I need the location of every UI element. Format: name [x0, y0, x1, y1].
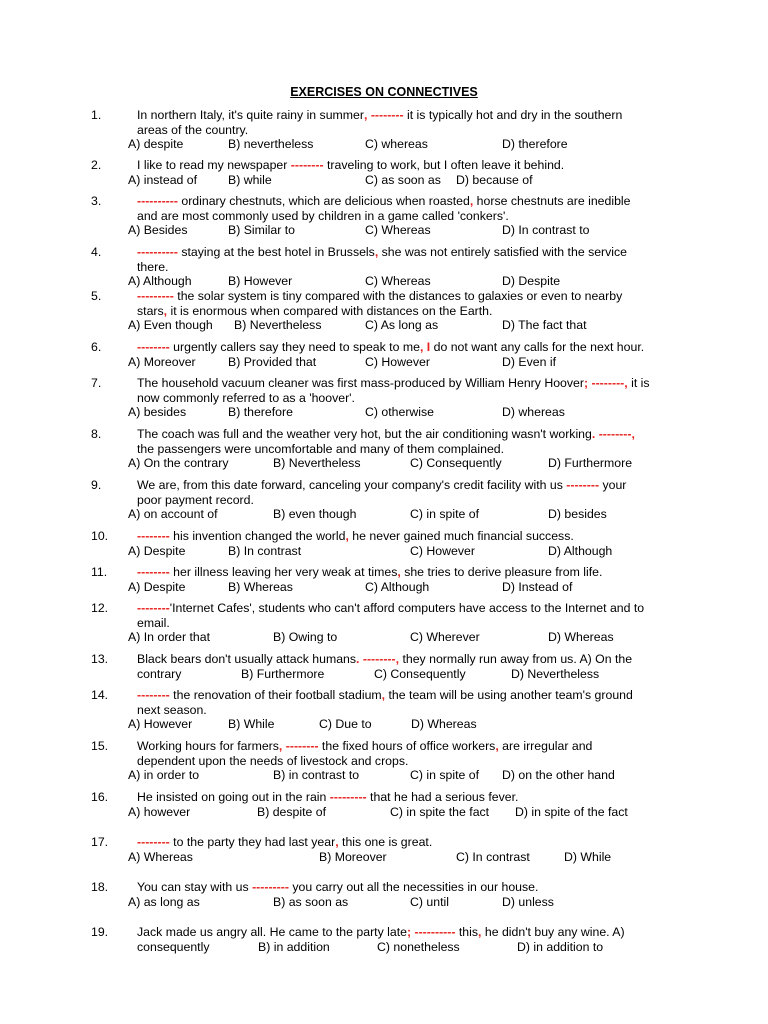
answer-option: B) in addition — [258, 939, 330, 954]
answer-option: C) in spite of — [410, 507, 480, 521]
answer-option: A) in order to — [128, 768, 200, 782]
answer-option: D) In contrast to — [502, 223, 590, 237]
question-stem-line — [137, 739, 682, 754]
blank-marker: , — [381, 688, 386, 702]
stem-text: her illness leaving her very weak at times — [169, 565, 398, 579]
blank-marker: , -------- — [278, 739, 319, 753]
stem-text: ordinary chestnuts, which are delicious when roasted — [177, 194, 470, 208]
answer-option: B) Nevertheless — [273, 456, 361, 470]
question-stem-line — [137, 245, 682, 260]
answer-option: C) As long as — [365, 318, 439, 332]
question-number: 11. — [91, 565, 108, 579]
stem-text: staying at the best hotel in Brussels — [177, 245, 375, 259]
question-stem-line — [137, 427, 682, 442]
answer-option: C) in spite of — [410, 768, 480, 782]
blank-marker: -------- — [137, 835, 170, 849]
stem-text: this one is great. — [338, 835, 433, 849]
answer-option: C) In contrast — [456, 849, 530, 864]
stem-text: are irregular and — [498, 739, 593, 753]
question-stem-line — [137, 123, 682, 138]
blank-marker: , — [469, 194, 474, 208]
blank-marker: -------- — [290, 158, 324, 172]
stem-text: this — [455, 925, 479, 939]
answer-option: A) Whereas — [128, 849, 193, 864]
stem-text: We are, from this date forward, canceling your company's credit facility with us — [137, 478, 567, 492]
question-number: 10. — [91, 529, 109, 543]
stem-text: urgently callers say they need to speak to me — [169, 340, 420, 354]
stem-text: she tries to derive pleasure from life. — [400, 565, 603, 579]
answer-option: B) In contrast — [228, 543, 302, 558]
blank-marker: , — [335, 835, 339, 849]
blank-marker: , — [397, 565, 401, 579]
question-stem-line — [137, 376, 682, 391]
stem-text: and are most commonly used by children in a game called 'conkers'. — [137, 208, 509, 223]
answer-option: A) Despite — [128, 543, 186, 558]
answer-option: D) in addition to — [517, 939, 604, 954]
answer-option: C) nonetheless — [377, 939, 460, 954]
question-stem-line — [137, 652, 682, 667]
question-stem-line — [137, 108, 682, 123]
answer-option: A) In order that — [128, 630, 211, 644]
answer-option: C) Consequently — [374, 666, 466, 681]
stem-text: they normally run away from us. A) On the — [399, 652, 633, 666]
stem-text: it is — [627, 376, 650, 390]
answer-option: D) Instead of — [502, 579, 573, 594]
answer-option: D) Whereas — [548, 630, 614, 644]
stem-text: the team will be using another team's ground — [385, 688, 633, 702]
answer-option: A) however — [128, 804, 191, 819]
question-number: 12. — [91, 601, 109, 615]
answer-option: C) as soon as — [365, 172, 441, 187]
question-number: 16. — [91, 790, 109, 804]
answer-option: C) However — [365, 354, 430, 369]
answer-option: A) despite — [128, 137, 184, 151]
question-stem-line — [137, 601, 682, 616]
answer-option: D) therefore — [502, 137, 568, 151]
blank-marker: --------- — [329, 790, 367, 804]
question-number: 14. — [91, 688, 109, 702]
answer-option: D) because of — [456, 172, 533, 187]
answer-option: D) Nevertheless — [511, 666, 600, 681]
answer-option: A) Although — [128, 274, 192, 288]
stem-text: that he had a serious fever. — [366, 790, 519, 804]
stem-text: there. — [137, 259, 169, 274]
question-stem-line — [137, 754, 682, 769]
stem-text: he never gained much financial success. — [348, 529, 574, 543]
question-stem-line — [137, 478, 682, 493]
question-stem-line — [137, 925, 682, 940]
blank-marker: -------- — [137, 529, 170, 543]
stem-text: traveling to work, but I often leave it behind. — [323, 158, 565, 172]
answer-option: B) Whereas — [228, 579, 293, 594]
question-stem-line — [137, 616, 682, 631]
question-stem-line — [137, 209, 682, 224]
question-number: 3. — [91, 194, 102, 208]
question-number: 15. — [91, 739, 109, 753]
answer-option: D) in spite of the fact — [515, 804, 628, 819]
stem-text: The coach was full and the weather very hot, but the air conditioning wasn't working — [137, 427, 592, 441]
stem-text: his invention changed the world — [169, 529, 346, 543]
question-stem-line — [137, 835, 682, 850]
question-stem-line — [137, 340, 682, 355]
stem-text: next season. — [137, 702, 207, 717]
answer-option: D) Despite — [502, 274, 561, 288]
stem-text: the passengers were uncomfortable and many of them complained. — [137, 441, 505, 456]
answer-option: D) Furthermore — [548, 456, 633, 470]
stem-text: You can stay with us — [137, 880, 253, 894]
stem-text: In northern Italy, it's quite rainy in summer — [137, 108, 364, 122]
answer-option: B) Nevertheless — [234, 318, 322, 332]
answer-option: B) Moreover — [319, 849, 387, 864]
answer-option: B) as soon as — [273, 894, 349, 909]
answer-option: B) While — [228, 717, 275, 731]
question-stem-line — [137, 688, 682, 703]
question-stem-line — [137, 194, 682, 209]
stem-text: I like to read my newspaper — [137, 158, 291, 172]
answer-option: C) whereas — [365, 137, 428, 151]
answer-option: C) Consequently — [410, 456, 502, 470]
stem-text: to the party they had last year — [169, 835, 336, 849]
answer-option: C) until — [410, 894, 449, 909]
question-stem-line — [137, 493, 682, 508]
answer-option: B) in contrast to — [273, 768, 360, 782]
stem-text: she was not entirely satisfied with the service — [378, 245, 628, 259]
question-stem-line — [137, 304, 682, 319]
stem-text: it is typically hot and dry in the southern — [403, 108, 623, 122]
stem-text: The household vacuum cleaner was first mass-produced by William Henry Hoover — [137, 376, 584, 390]
answer-option: D) The fact that — [502, 318, 587, 332]
answer-option: D) besides — [548, 507, 607, 521]
question-number: 7. — [91, 376, 102, 390]
answer-option: C) However — [410, 543, 475, 558]
answer-option: D) Even if — [502, 354, 556, 369]
blank-marker: , — [345, 529, 349, 543]
blank-marker: , — [495, 739, 499, 753]
answer-option: D) unless — [502, 894, 554, 909]
answer-option: A) instead of — [128, 172, 198, 187]
question-number: 1. — [91, 108, 102, 122]
stem-text: consequently — [137, 939, 210, 954]
answer-option: A) On the contrary — [128, 456, 229, 470]
stem-text: the solar system is tiny compared with the distances to galaxies or even to nearby — [173, 289, 623, 303]
question-number: 4. — [91, 245, 102, 259]
stem-text: it is enormous when compared with distances on the Earth. — [167, 303, 493, 318]
blank-marker: , — [163, 303, 168, 318]
answer-option: A) Even though — [128, 318, 213, 332]
answer-option: D) on the other hand — [502, 768, 615, 782]
blank-marker: -------- — [566, 478, 600, 492]
question-number: 2. — [91, 158, 102, 172]
stem-text: Black bears don't usually attack humans — [137, 652, 357, 666]
question-stem-line — [137, 289, 682, 304]
stem-text: the fixed hours of office workers — [318, 739, 496, 753]
blank-marker: --------- — [252, 880, 289, 894]
question-number: 13. — [91, 652, 109, 666]
answer-option: C) Whereas — [365, 274, 431, 288]
answer-option: A) Moreover — [128, 354, 196, 369]
blank-marker: -------- — [137, 601, 170, 615]
stem-text: do not want any calls for the next hour. — [430, 340, 645, 354]
answer-option: C) Whereas — [365, 223, 431, 237]
worksheet-title: EXERCISES ON CONNECTIVES — [290, 85, 478, 99]
answer-option: B) Owing to — [273, 630, 338, 644]
blank-marker: -------- — [137, 565, 170, 579]
stem-text: Working hours for farmers — [137, 739, 279, 753]
stem-text: now commonly referred to as a 'hoover'. — [137, 390, 355, 405]
stem-text: contrary — [137, 666, 182, 681]
question-number: 18. — [91, 880, 109, 894]
answer-option: C) in spite the fact — [390, 804, 490, 819]
question-number: 19. — [91, 925, 109, 939]
blank-marker: , — [374, 245, 379, 259]
question-stem-line — [137, 391, 682, 406]
question-number: 17. — [91, 835, 109, 849]
answer-option: A) as long as — [128, 894, 200, 909]
stem-text: he didn't buy any wine. A) — [481, 925, 625, 939]
blank-marker: ; --------, — [583, 376, 628, 390]
question-stem-line — [137, 529, 682, 544]
answer-option: C) Wherever — [410, 630, 480, 644]
answer-option: B) Furthermore — [241, 666, 325, 681]
stem-text: 'Internet Cafes', students who can't afford computers have access to the Internet and to — [169, 601, 645, 615]
stem-text: your — [599, 478, 627, 492]
answer-option: B) nevertheless — [228, 137, 314, 151]
stem-text: stars — [137, 303, 164, 318]
answer-option: C) Although — [365, 579, 430, 594]
answer-option: D) While — [564, 849, 612, 864]
question-stem-line — [137, 703, 682, 718]
question-stem-line — [137, 880, 682, 895]
question-number: 5. — [91, 289, 102, 303]
question-number: 9. — [91, 478, 102, 492]
blank-marker: -------- — [137, 688, 170, 702]
answer-option: A) Despite — [128, 579, 186, 594]
answer-option: D) Whereas — [411, 717, 477, 731]
stem-text: He insisted on going out in the rain — [137, 790, 330, 804]
stem-text: horse chestnuts are inedible — [473, 194, 631, 208]
blank-marker: . --------, — [356, 652, 400, 666]
answer-option: B) However — [228, 274, 293, 288]
stem-text: you carry out all the necessities in our house. — [288, 880, 539, 894]
question-stem-line — [137, 565, 682, 580]
question-stem-line — [137, 260, 682, 275]
blank-marker: ; ---------- — [406, 925, 456, 939]
answer-option: A) Besides — [128, 223, 188, 237]
answer-option: C) otherwise — [365, 405, 435, 419]
stem-text: poor payment record. — [137, 492, 254, 507]
answer-option: B) while — [228, 172, 272, 187]
question-stem-line — [137, 442, 682, 457]
answer-option: C) Due to — [319, 717, 372, 731]
blank-marker: ---------- — [137, 245, 178, 259]
stem-text: Jack made us angry all. He came to the party late — [137, 925, 407, 939]
question-number: 8. — [91, 427, 102, 441]
answer-option: B) Similar to — [228, 223, 295, 237]
blank-marker: ---------- — [137, 194, 178, 208]
answer-option: A) However — [128, 717, 193, 731]
answer-option: B) even though — [273, 507, 357, 521]
answer-option: A) besides — [128, 405, 187, 419]
question-stem-line — [137, 158, 682, 173]
stem-text: areas of the country. — [137, 122, 249, 137]
answer-option: B) therefore — [228, 405, 293, 419]
question-number: 6. — [91, 340, 102, 354]
blank-marker: , I — [419, 340, 431, 354]
question-stem-line — [137, 790, 682, 805]
blank-marker: , -------- — [363, 108, 404, 122]
answer-option: D) Although — [548, 543, 613, 558]
stem-text: the renovation of their football stadium — [169, 688, 382, 702]
stem-text: dependent upon the needs of livestock and crops. — [137, 753, 409, 768]
blank-marker: --------- — [137, 289, 174, 303]
answer-option: B) despite of — [257, 804, 327, 819]
blank-marker: , — [478, 925, 482, 939]
answer-option: D) whereas — [502, 405, 565, 419]
blank-marker: -------- — [137, 340, 170, 354]
blank-marker: . --------, — [591, 427, 635, 441]
stem-text: email. — [137, 615, 170, 630]
answer-option: A) on account of — [128, 507, 218, 521]
answer-option: B) Provided that — [228, 354, 317, 369]
